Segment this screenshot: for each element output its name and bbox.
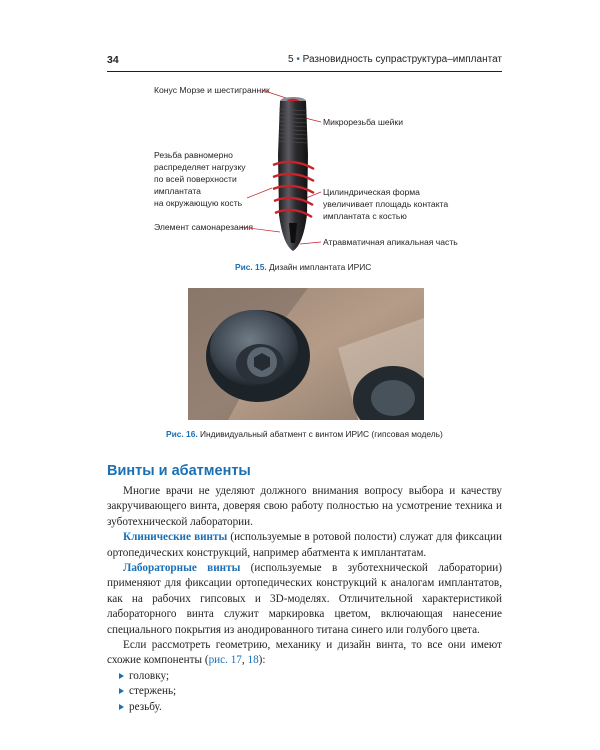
label-micro-thread: Микрорезьба шейки	[323, 117, 403, 127]
label-morse-taper: Конус Морзе и шестигранник	[154, 85, 270, 95]
list-item	[119, 669, 502, 684]
chapter-number: 5	[288, 54, 294, 65]
list-item-text: головку;	[129, 669, 170, 682]
paragraph	[107, 561, 502, 638]
caption-number: Рис. 16.	[166, 429, 198, 439]
bullet-arrow-icon	[119, 704, 124, 710]
label-thread-load	[154, 149, 246, 209]
label-line: по всей поверхности	[154, 174, 237, 184]
bullet-arrow-icon	[119, 688, 124, 694]
label-line: имплантата	[154, 186, 201, 196]
paragraph-text: (используемые в зуботехнической лаборатории) применяют для фиксации ортопедических конструкций к аналогам имплантатов, как на рабочих гипсовых и 3D-моделях. Отличительной характеристикой лабораторного винта служит маркировка цветом, включающая нанесение специального покрытия из анодированного титана синего или голубого цвета.	[107, 562, 502, 636]
list-item-text: стержень;	[129, 685, 177, 698]
figure-15-caption	[235, 262, 371, 272]
label-line: Цилиндрическая форма	[323, 187, 420, 197]
section-title: Винты и абатменты	[107, 463, 251, 479]
page-number: 34	[107, 54, 119, 66]
caption-text: Дизайн имплантата ИРИС	[266, 262, 372, 272]
ref-17: 17	[230, 654, 242, 667]
paragraph-text: (используемые в ротовой полости) служат для фиксации ортопедических конструкций, например абатмента к имплантатам.	[107, 531, 502, 559]
label-apical: Атравматичная апикальная часть	[323, 237, 458, 247]
implant-illustration	[265, 95, 325, 255]
bullet-dot: •	[296, 54, 300, 65]
label-self-tapping: Элемент самонарезания	[154, 222, 254, 232]
figure-ref[interactable]: 18	[247, 654, 259, 667]
list-item-text: резьбу.	[129, 700, 162, 713]
chapter-title: Разновидность супраструктура–имплантат	[302, 54, 502, 65]
paragraph	[107, 638, 502, 669]
body-text	[107, 484, 502, 715]
paragraph: Многие врачи не уделяют должного внимания вопросу выбора и качеству закручивающего винта, доверяя свою работу полностью на усмотрение техника и зуботехнической лаборатории.	[107, 485, 502, 528]
header-rule	[107, 71, 502, 72]
component-list	[107, 669, 502, 715]
ref-separator: ,	[241, 654, 248, 667]
caption-text: Индивидуальный абатмент с винтом ИРИС (гипсовая модель)	[197, 429, 443, 439]
paragraph-end: ):	[258, 654, 266, 667]
label-line: увеличивает площадь контакта	[323, 199, 449, 209]
label-line: распределяет нагрузку	[154, 162, 246, 172]
term-clinical-screws: Клинические винты	[123, 531, 228, 544]
figure-16-caption	[166, 429, 443, 439]
caption-number: Рис. 15.	[235, 262, 267, 272]
running-head	[288, 54, 502, 65]
abutment-photo	[188, 288, 424, 420]
list-item	[119, 684, 502, 699]
term-lab-screws: Лабораторные винты	[123, 562, 241, 575]
list-item	[119, 700, 502, 715]
figure-ref[interactable]	[209, 654, 242, 666]
label-line: Резьба равномерно	[154, 150, 233, 160]
paragraph	[107, 530, 502, 561]
label-cylindrical	[323, 186, 448, 222]
ref-prefix: рис.	[208, 654, 231, 667]
label-line: на окружающую кость	[154, 198, 243, 208]
paragraph-text: Если рассмотреть геометрию, механику и дизайн винта, то все они имеют схожие компоненты (	[107, 639, 502, 667]
bullet-arrow-icon	[119, 673, 124, 679]
label-line: имплантата с костью	[323, 211, 407, 221]
